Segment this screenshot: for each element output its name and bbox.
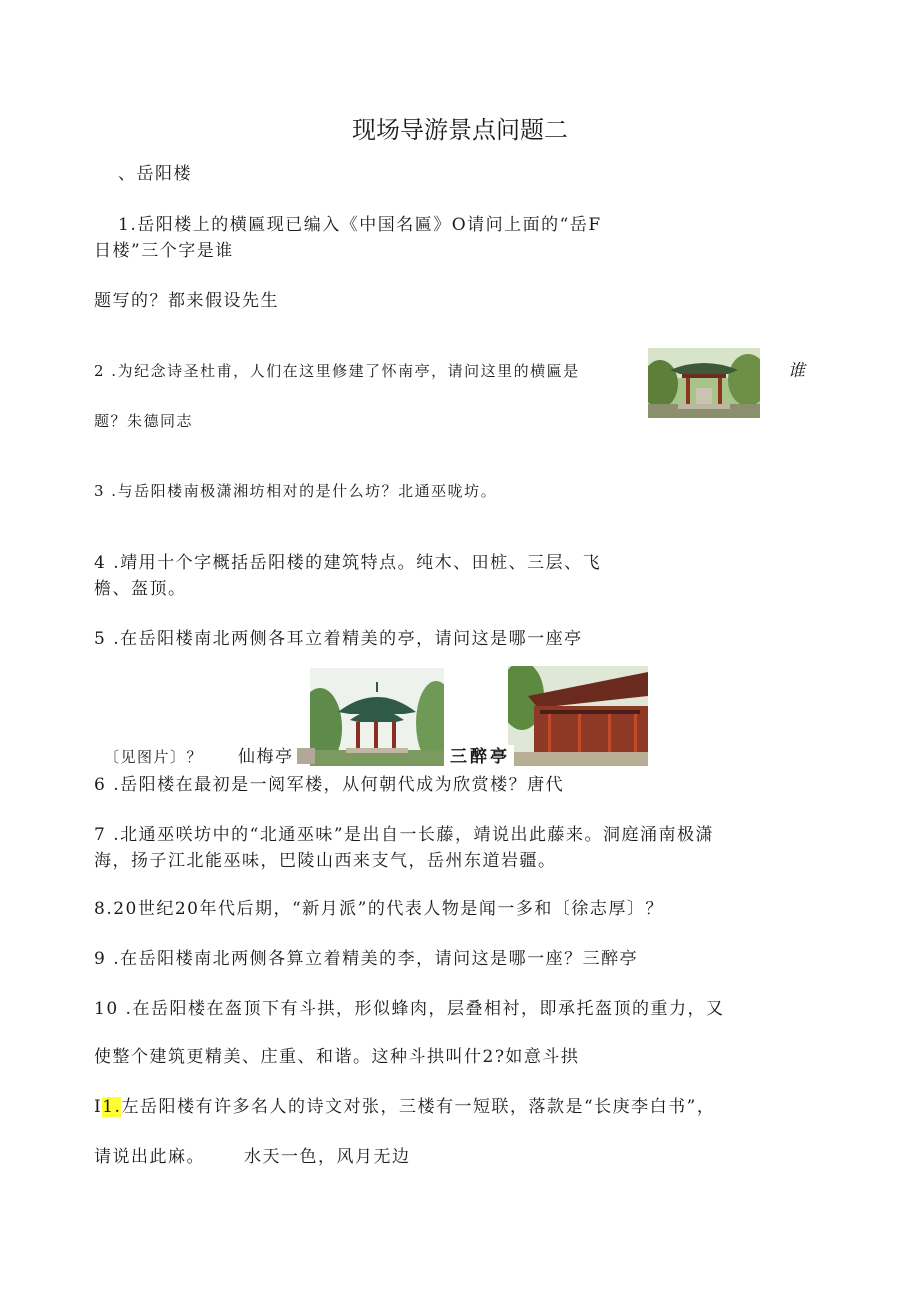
q7-line2: 海，扬子江北能巫味，巴陵山西来支气，岳州东道岩疆。 [94, 851, 557, 871]
xianmei-pavilion-photo [310, 668, 444, 766]
q2-tail: 谁 [788, 361, 807, 381]
q8: 8.20世纪20年代后期，“新月派”的代表人物是闻一多和〔徐志厚〕？ [94, 899, 664, 919]
q1-line2: 日楼”三个字是谁 [94, 241, 234, 261]
q3: 3 .与岳阳楼南极潇湘坊相对的是什么坊？北通巫咙坊。 [94, 482, 498, 500]
q11-line1 [94, 1096, 715, 1118]
sanzui-pavilion-photo [508, 666, 648, 766]
q1-line3: 题写的？都来假设先生 [94, 291, 279, 311]
q11-number-highlight: 1. [102, 1097, 122, 1117]
q11-text: 左岳阳楼有许多名人的诗文对张，三楼有一短联，落款是“长庚李白书”， [121, 1097, 716, 1117]
q9: 9 .在岳阳楼南北两侧各算立着精美的李，请问这是哪一座？三醉亭 [94, 949, 639, 969]
q4-line2: 檐、盔顶。 [94, 579, 187, 599]
q4-line1: 4 .靖用十个字概括岳阳楼的建筑特点。纯木、田桩、三层、飞 [94, 553, 602, 573]
q2-line1: 2 .为纪念诗圣杜甫，人们在这里修建了怀南亭，请问这里的横匾是 [94, 362, 580, 380]
page-title: 现场导游景点问题二 [352, 116, 568, 144]
pavilion-photo [648, 348, 760, 418]
q5-answer: 仙梅亭 [238, 747, 294, 767]
q10-line2: 使整个建筑更精美、庄重、和谐。这种斗拱叫什2?如意斗拱 [94, 1047, 580, 1067]
q5-photo-caption: 三醉亭 [446, 745, 514, 769]
q11-answer: 水天一色，风月无边 [244, 1147, 411, 1167]
q1-line1: 1.岳阳楼上的横匾现已编入《中国名匾》O请问上面的“岳F [118, 215, 602, 235]
section-heading: 、岳阳楼 [118, 164, 192, 184]
image-fragment [297, 748, 315, 764]
q11-prefix: I [94, 1097, 103, 1117]
q5-line2: 〔见图片〕？ [104, 748, 204, 766]
q10-line1: 10 .在岳阳楼在盔顶下有斗拱，形似蜂肉，层叠相衬，即承托盔顶的重力，又 [94, 999, 725, 1019]
q5-line1: 5 .在岳阳楼南北两侧各耳立着精美的亭，请问这是哪一座亭 [94, 629, 583, 649]
q6: 6 .岳阳楼在最初是一阅军楼，从何朝代成为欣赏楼？唐代 [94, 775, 565, 795]
q2-line2: 题？朱德同志 [94, 412, 194, 430]
q11-line2: 请说出此麻。 [94, 1147, 205, 1167]
q7-line1: 7 .北通巫咲坊中的“北通巫味”是出自一长藤，靖说出此藤来。洞庭涌南极潇 [94, 825, 715, 845]
